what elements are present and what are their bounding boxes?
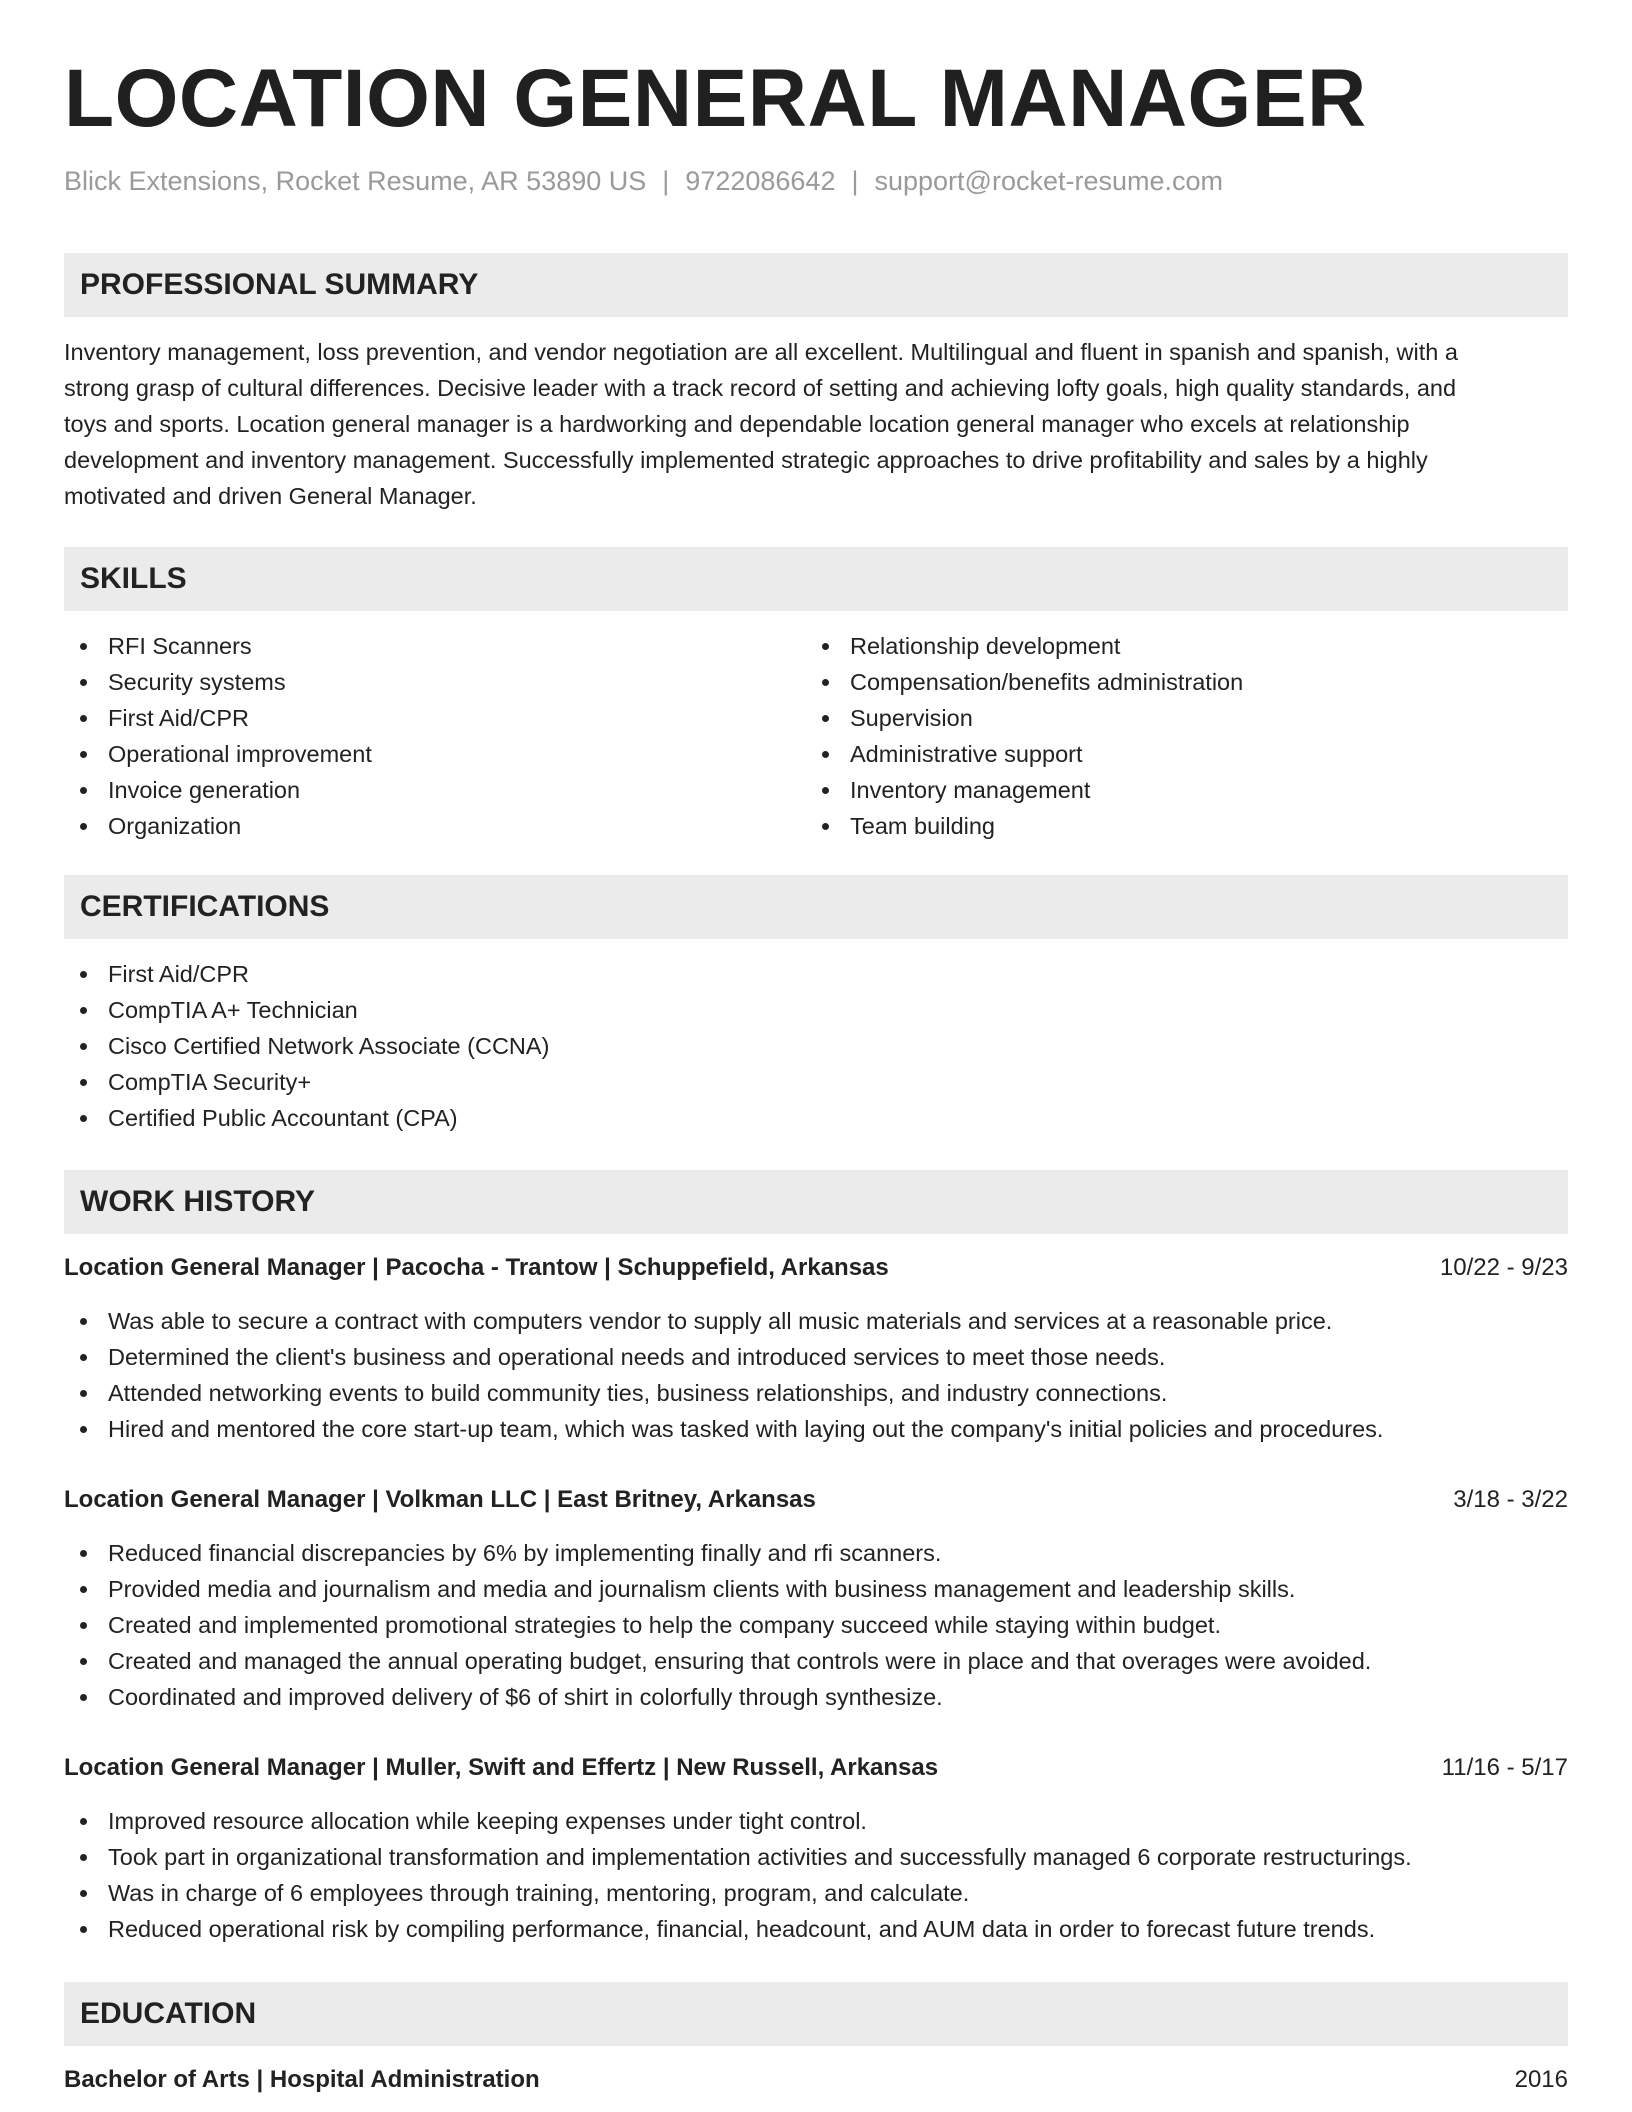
degree-title: Bachelor of Arts | Hospital Administration [64,2066,540,2093]
skill-item: Inventory management [806,772,1546,808]
certification-item: Cisco Certified Network Associate (CCNA) [64,1028,1568,1064]
resume-title: LOCATION GENERAL MANAGER [64,53,1367,144]
summary-line: strong grasp of cultural differences. Decisive leader with a track record of setting and achieving lofty goals, high quality standards, and [64,375,1457,401]
job-bullets [64,1303,1568,1447]
job-dates: 3/18 - 3/22 [1453,1486,1568,1513]
work-section-header [64,1170,1568,1234]
job-bullets [64,1535,1568,1715]
job-title: Location General Manager | Muller, Swift and Effertz | New Russell, Arkansas [64,1754,939,1781]
education-entry [64,2063,1568,2097]
contact-line [64,166,1223,197]
certifications-section-header [64,875,1568,939]
degree-year: 2016 [1514,2066,1568,2093]
education-heading: EDUCATION [80,1997,257,2030]
summary-section-header [64,253,1568,317]
job-bullet: Determined the client's business and operational needs and introduced services to meet those needs. [64,1339,1568,1375]
skill-item: Invoice generation [64,772,804,808]
certifications-list [64,956,1568,1136]
job-title: Location General Manager | Pacocha - Trantow | Schuppefield, Arkansas [64,1254,889,1281]
education-section-header [64,1982,1568,2046]
job-bullets [64,1803,1568,1947]
certification-item: CompTIA Security+ [64,1064,1568,1100]
certification-item: First Aid/CPR [64,956,1568,992]
job-bullet: Created and implemented promotional strategies to help the company succeed while staying within budget. [64,1607,1568,1643]
job-dates: 11/16 - 5/17 [1441,1754,1568,1781]
summary-line: toys and sports. Location general manager is a hardworking and dependable location general manager who excels at relationship [64,411,1410,437]
summary-heading: PROFESSIONAL SUMMARY [80,268,479,301]
skill-item: Organization [64,808,804,844]
job-bullet: Was able to secure a contract with computers vendor to supply all music materials and services at a reasonable price. [64,1303,1568,1339]
work-heading: WORK HISTORY [80,1185,316,1218]
contact-phone: 9722086642 [685,166,836,196]
job-bullet: Reduced operational risk by compiling performance, financial, headcount, and AUM data in order to forecast future trends. [64,1911,1568,1947]
job-header [64,1751,1568,1785]
job-bullet: Coordinated and improved delivery of $6 of shirt in colorfully through synthesize. [64,1679,1568,1715]
job-bullet: Reduced financial discrepancies by 6% by implementing finally and rfi scanners. [64,1535,1568,1571]
job-bullet: Attended networking events to build community ties, business relationships, and industry connections. [64,1375,1568,1411]
contact-email: support@rocket-resume.com [874,166,1224,196]
skill-item: RFI Scanners [64,628,804,664]
skill-item: Operational improvement [64,736,804,772]
summary-line: motivated and driven General Manager. [64,483,477,509]
certification-item: CompTIA A+ Technician [64,992,1568,1028]
summary-line: development and inventory management. Successfully implemented strategic approaches to drive profitability and sales by a highly [64,447,1428,473]
skill-item: Relationship development [806,628,1546,664]
contact-separator: | [662,166,670,196]
skills-section-header [64,547,1568,611]
skill-item: Team building [806,808,1546,844]
job-bullet: Improved resource allocation while keeping expenses under tight control. [64,1803,1568,1839]
summary-line: Inventory management, loss prevention, and vendor negotiation are all excellent. Multilingual and fluent in spanish and spanish, with a [64,339,1458,365]
skill-item: Security systems [64,664,804,700]
skill-item: Supervision [806,700,1546,736]
job-header [64,1251,1568,1285]
skills-heading: SKILLS [80,562,187,595]
certifications-heading: CERTIFICATIONS [80,890,330,923]
skills-list-left [64,628,804,844]
job-dates: 10/22 - 9/23 [1439,1254,1568,1281]
skill-item: Compensation/benefits administration [806,664,1546,700]
job-bullet: Provided media and journalism and media and journalism clients with business management and leadership skills. [64,1571,1568,1607]
contact-address: Blick Extensions, Rocket Resume, AR 53890 US [64,166,647,196]
job-title: Location General Manager | Volkman LLC | East Britney, Arkansas [64,1486,816,1513]
job-bullet: Was in charge of 6 employees through training, mentoring, program, and calculate. [64,1875,1568,1911]
certification-item: Certified Public Accountant (CPA) [64,1100,1568,1136]
job-header [64,1483,1568,1517]
contact-separator: | [851,166,859,196]
skills-list-right [806,628,1546,844]
job-bullet: Took part in organizational transformation and implementation activities and successfully managed 6 corporate restructurings. [64,1839,1568,1875]
job-bullet: Created and managed the annual operating budget, ensuring that controls were in place and that overages were avoided. [64,1643,1568,1679]
summary-paragraph [64,334,1568,514]
skill-item: Administrative support [806,736,1546,772]
job-bullet: Hired and mentored the core start-up team, which was tasked with laying out the company's initial policies and procedures. [64,1411,1568,1447]
skill-item: First Aid/CPR [64,700,804,736]
